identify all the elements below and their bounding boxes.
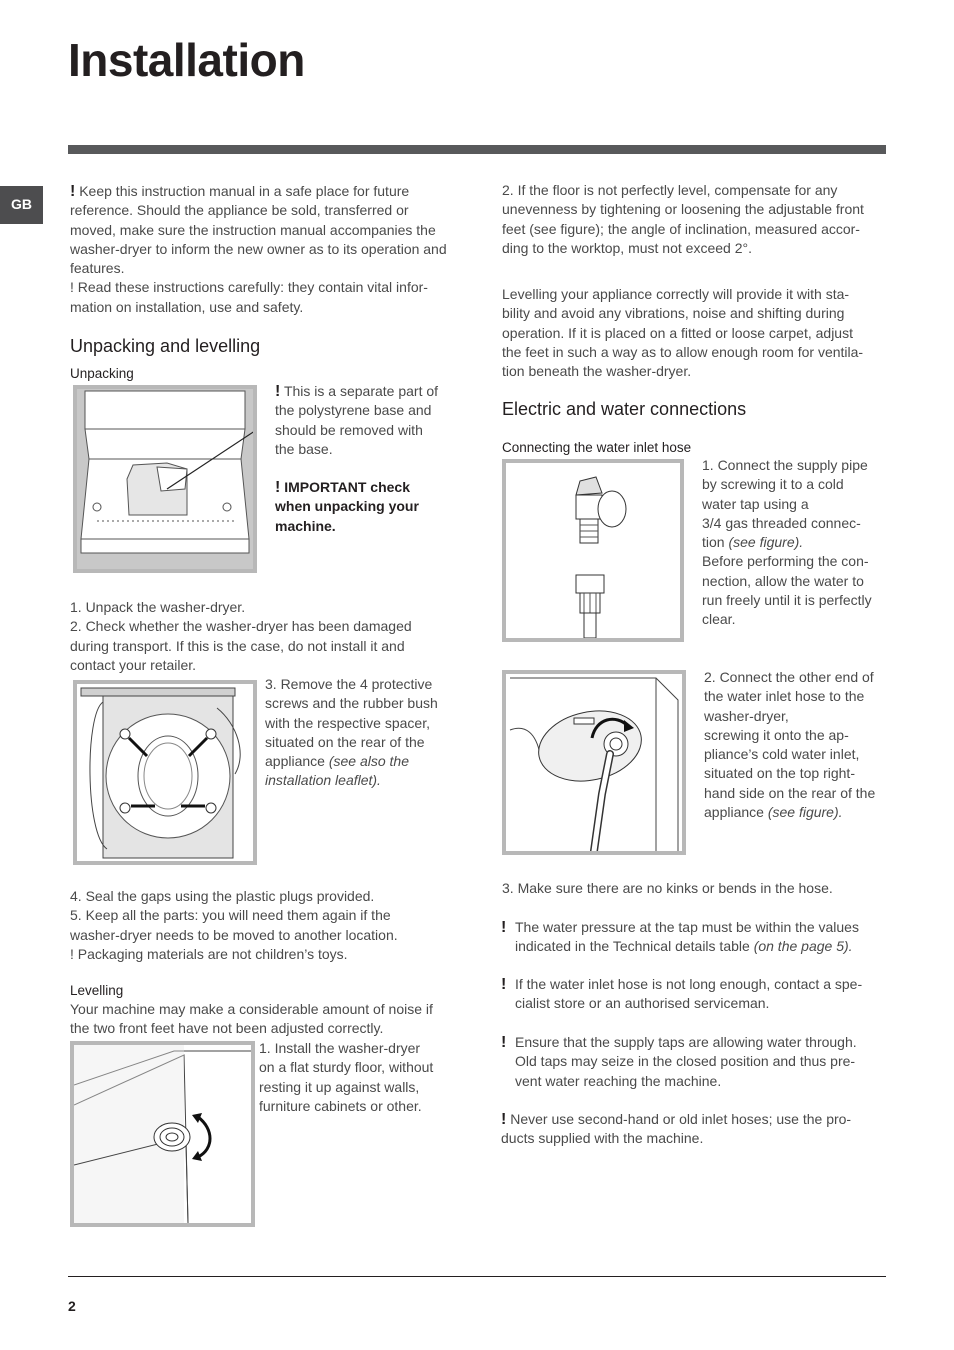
levelling-step-1: 1. Install the washer-dryer on a flat sturdy floor, without resting it up against walls, furniture cabinets or other. bbox=[259, 1040, 434, 1114]
section-heading-connections: Electric and water connections bbox=[502, 399, 747, 419]
subheading-inlet-hose: Connecting the water inlet hose bbox=[502, 440, 692, 455]
water-tap-figure bbox=[502, 459, 684, 642]
unpacking-figure bbox=[73, 385, 257, 573]
note-supply-taps: ! Ensure that the supply taps are allowing water through. Old taps may seize in the closed position and thus pre- vent water reaching the machine. bbox=[501, 1034, 857, 1089]
machine-inlet-figure bbox=[502, 670, 686, 855]
page-number: 2 bbox=[68, 1298, 76, 1314]
inlet-step-3: 3. Make sure there are no kinks or bends in the hose. bbox=[502, 880, 833, 896]
inlet-step-2: 2. Connect the other end of the water inlet hose to the washer-dryer, screwing it onto the ap- pliance’s cold water inlet, situated on the top right- hand side on the rear of the appliance (see figure). bbox=[704, 669, 876, 821]
polystyrene-base-illustration bbox=[77, 389, 253, 569]
unpacking-step-3: 3. Remove the 4 protective screws and the rubber bush with the respective spacer, situated on the rear of the appliance (see also the installation leaflet). bbox=[265, 676, 438, 789]
rear-panel-illustration bbox=[77, 684, 253, 861]
unpacking-steps-1-2: 1. Unpack the washer-dryer. 2. Check whether the washer-dryer has been damaged during transport. If this is the case, do not install it and contact your retailer. bbox=[70, 599, 412, 673]
note-old-hoses: ! Never use second-hand or old inlet hoses; use the pro- ducts supplied with the machine. bbox=[501, 1111, 852, 1147]
footer-divider bbox=[68, 1276, 886, 1277]
note-hose-length: ! If the water inlet hose is not long enough, contact a spe- cialist store or an authorised serviceman. bbox=[501, 976, 863, 1012]
page-title: Installation bbox=[68, 34, 305, 86]
section-heading-unpacking-levelling: Unpacking and levelling bbox=[70, 336, 261, 356]
inlet-step-1: 1. Connect the supply pipe by screwing it to a cold water tap using a 3/4 gas threaded connec- tion (see figure). Before performing the con- nection, allow the water to run freely until it is perfectly clear. bbox=[702, 457, 872, 628]
levelling-step-2: 2. If the floor is not perfectly level, compensate for any unevenness by tightening or loosening the adjustable front feet (see figure); the angle of inclination, measured accor- ding to the worktop, must not exceed 2°. bbox=[502, 182, 864, 256]
title-divider bbox=[68, 145, 886, 154]
tap-and-hose-illustration bbox=[506, 463, 680, 638]
cold-water-inlet-illustration bbox=[506, 674, 682, 851]
important-check-note: ! IMPORTANT check when unpacking your machine. bbox=[275, 479, 419, 534]
rear-screws-figure bbox=[73, 680, 257, 865]
front-foot-illustration bbox=[74, 1045, 251, 1223]
subheading-levelling: Levelling bbox=[70, 983, 124, 998]
unpacking-steps-4-5: 4. Seal the gaps using the plastic plugs provided. 5. Keep all the parts: you will need them again if the washer-dryer needs to be moved to another location. ! Packaging materials are not children’s toys. bbox=[70, 888, 398, 962]
warning-mark: ! bbox=[70, 183, 76, 200]
intro-paragraph: ! Keep this instruction manual in a safe place for future reference. Should the appliance be sold, transferred or moved, make sure the instruction manual accompanies the washer-dryer to inform the new owner as to its operation and features. ! Read these instructions carefully: they contain vital infor- mation on installation, use and safety. bbox=[70, 183, 447, 315]
language-tab: GB bbox=[0, 186, 43, 224]
note-water-pressure: ! The water pressure at the tap must be within the values indicated in the Technical details table (on the page 5). bbox=[501, 919, 859, 955]
subheading-unpacking: Unpacking bbox=[70, 366, 134, 381]
levelling-benefits-paragraph: Levelling your appliance correctly will provide it with sta- bility and avoid any vibrations, noise and shifting during operation. If it is placed on a fitted or loose carpet, adjust the feet in such a way as to allow enough room for ventila- tion beneath the washer-dryer. bbox=[502, 286, 864, 380]
levelling-intro: Your machine may make a considerable amount of noise if the two front feet have not been adjusted correctly. bbox=[70, 1001, 433, 1037]
figure-note-separate-part: ! This is a separate part of the polystyrene base and should be removed with the base. bbox=[275, 383, 439, 457]
adjustable-foot-figure bbox=[70, 1041, 255, 1227]
